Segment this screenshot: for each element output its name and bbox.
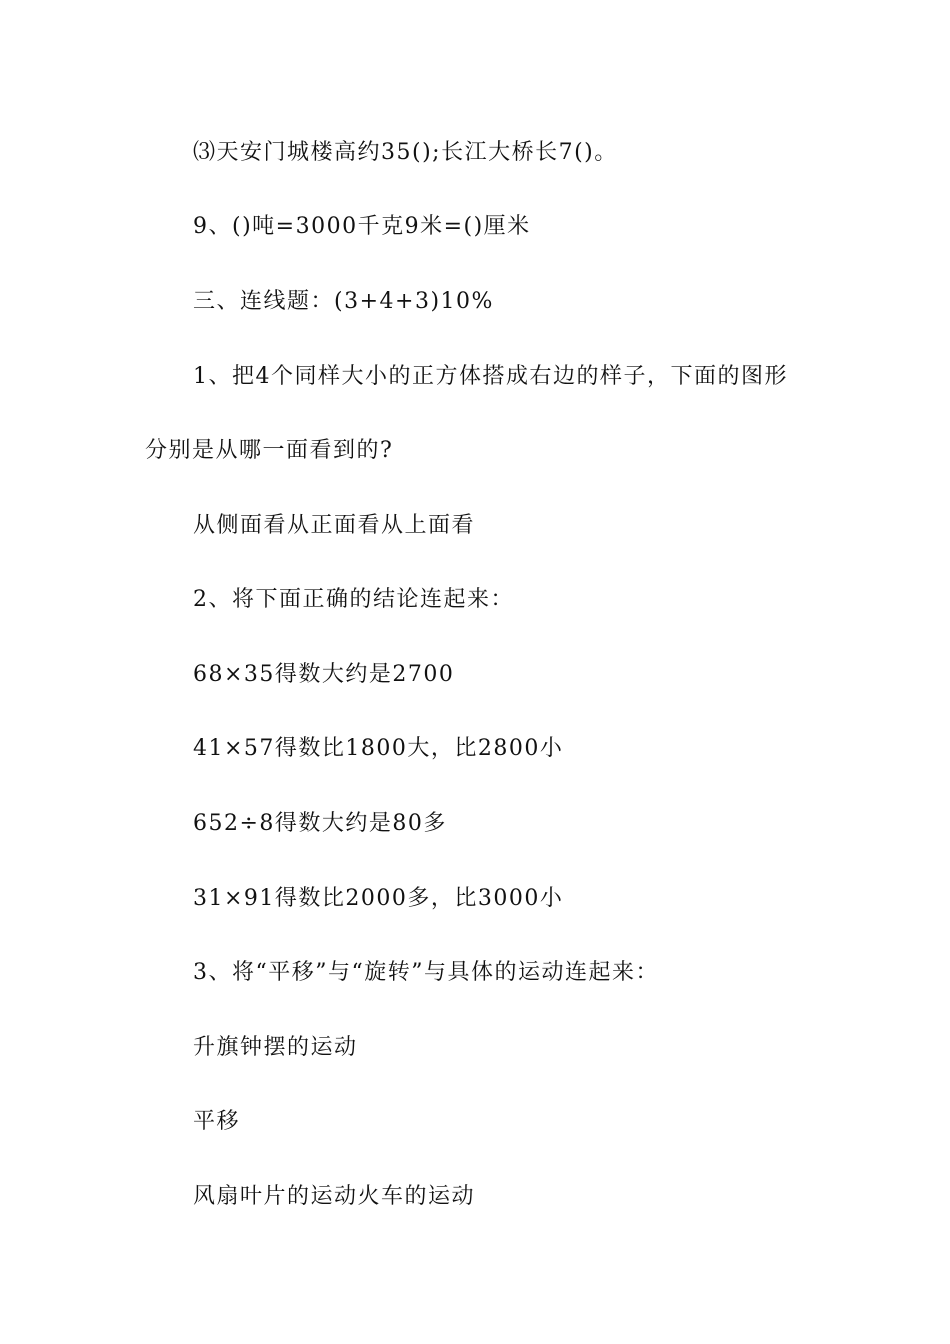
statement-line: 41×57得数比1800大，比2800小 bbox=[193, 736, 564, 761]
question-line: 3、将“平移”与“旋转”与具体的运动连起来： bbox=[193, 960, 659, 985]
question-line: 1、把4个同样大小的正方体搭成右边的样子，下面的图形 bbox=[193, 364, 788, 389]
section-heading: 三、连线题：(3+4+3)10% bbox=[193, 289, 494, 314]
statement-line: 31×91得数比2000多，比3000小 bbox=[193, 886, 564, 911]
option-line: 升旗钟摆的运动 bbox=[193, 1035, 358, 1060]
paragraph-line: 从侧面看从正面看从上面看 bbox=[193, 513, 476, 538]
paragraph-line: ⑶天安门城楼高约35();长江大桥长7()。 bbox=[193, 140, 618, 165]
question-line: 2、将下面正确的结论连起来： bbox=[193, 587, 514, 612]
question-line-continued: 分别是从哪一面看到的? bbox=[145, 438, 394, 463]
statement-line: 652÷8得数大约是80多 bbox=[193, 811, 447, 836]
statement-line: 68×35得数大约是2700 bbox=[193, 662, 455, 687]
paragraph-line: 9、()吨=3000千克9米=()厘米 bbox=[193, 214, 531, 239]
option-line: 风扇叶片的运动火车的运动 bbox=[193, 1184, 476, 1209]
option-line: 平移 bbox=[193, 1109, 241, 1134]
